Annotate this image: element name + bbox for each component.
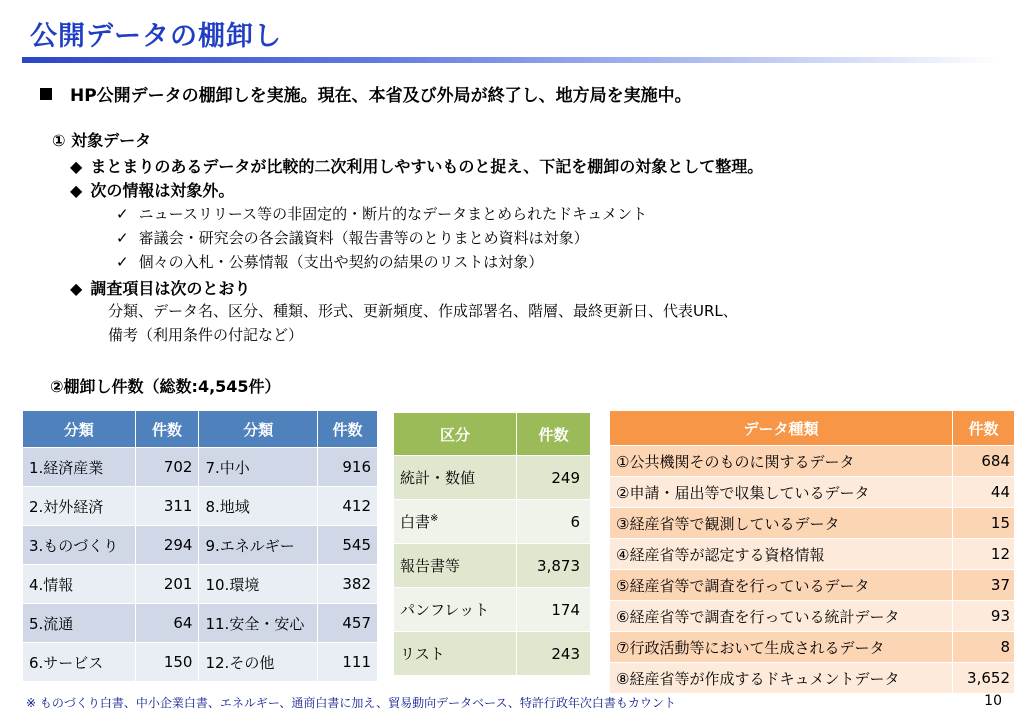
table-row (610, 570, 1015, 601)
count-cell: 457 (318, 604, 378, 643)
table-row (23, 565, 378, 604)
header-count: 件数 (135, 411, 199, 448)
count-cell: 916 (318, 448, 378, 487)
section1-heading: ① 対象データ (52, 131, 152, 150)
survey-items-line2: 備考（利用条件の付記など） (108, 326, 304, 344)
count-cell: 150 (135, 643, 199, 682)
count-cell: 111 (318, 643, 378, 682)
count-cell: 249 (517, 456, 591, 500)
header-count: 件数 (953, 411, 1015, 446)
category-count-table (22, 410, 378, 682)
table-row (23, 448, 378, 487)
count-cell: 15 (953, 508, 1015, 539)
division-cell: パンフレット (394, 588, 517, 632)
check-item-1 (116, 203, 647, 224)
table-row (23, 526, 378, 565)
category-cell: 10.環境 (199, 565, 318, 604)
table-row (610, 663, 1015, 694)
category-cell: 11.安全・安心 (199, 604, 318, 643)
count-cell: 12 (953, 539, 1015, 570)
count-cell: 311 (135, 487, 199, 526)
check-icon: ✓ (116, 253, 129, 271)
table-row (610, 539, 1015, 570)
data-type-cell: ②申請・届出等で収集しているデータ (610, 477, 953, 508)
table-row (610, 508, 1015, 539)
count-cell: 64 (135, 604, 199, 643)
category-cell: 4.情報 (23, 565, 136, 604)
category-cell: 9.エネルギー (199, 526, 318, 565)
bullet-scope-text: まとまりのあるデータが比較的二次利用しやすいものと捉え、下記を棚卸の対象として整理。 (90, 157, 764, 176)
count-cell: 174 (517, 588, 591, 632)
table-row (394, 544, 591, 588)
table-row (610, 446, 1015, 477)
data-type-cell: ④経産省等が認定する資格情報 (610, 539, 953, 570)
check-item-text: 個々の入札・公募情報（支出や契約の結果のリストは対象） (138, 253, 544, 271)
category-cell: 8.地域 (199, 487, 318, 526)
count-cell: 6 (517, 500, 591, 544)
survey-items-line1: 分類、データ名、区分、種類、形式、更新頻度、作成部署名、階層、最終更新日、代表URL、 (108, 302, 738, 320)
count-cell: 44 (953, 477, 1015, 508)
division-cell: リスト (394, 632, 517, 676)
bullet-excluded (70, 178, 234, 201)
check-item-text: ニュースリリース等の非固定的・断片的なデータまとめられたドキュメント (138, 205, 648, 223)
count-cell: 412 (318, 487, 378, 526)
section2-heading: ②棚卸し件数（総数:4,545件） (50, 377, 281, 396)
data-type-cell: ③経産省等で観測しているデータ (610, 508, 953, 539)
category-cell: 2.対外経済 (23, 487, 136, 526)
check-item-2 (116, 227, 589, 248)
category-cell: 6.サービス (23, 643, 136, 682)
title-underline (22, 57, 1002, 63)
headline-text: HP公開データの棚卸しを実施。現在、本省及び外局が終了し、地方局を実施中。 (70, 86, 692, 106)
table-row (394, 588, 591, 632)
count-cell: 545 (318, 526, 378, 565)
data-type-cell: ⑤経産省等で調査を行っているデータ (610, 570, 953, 601)
table-row (610, 601, 1015, 632)
header-data-type: データ種類 (610, 411, 953, 446)
header-division: 区分 (394, 413, 517, 456)
table-header-row (610, 411, 1015, 446)
count-cell: 37 (953, 570, 1015, 601)
category-cell: 7.中小 (199, 448, 318, 487)
diamond-bullet-icon: ◆ (70, 181, 83, 200)
table-header-row (394, 413, 591, 456)
count-cell: 684 (953, 446, 1015, 477)
category-cell: 3.ものづくり (23, 526, 136, 565)
count-cell: 702 (135, 448, 199, 487)
table-row (610, 477, 1015, 508)
table-row (23, 487, 378, 526)
division-cell: 報告書等 (394, 544, 517, 588)
header-count: 件数 (318, 411, 378, 448)
division-count-table (393, 412, 591, 676)
check-icon: ✓ (116, 205, 129, 223)
page-title: 公開データの棚卸し (30, 21, 282, 52)
table-row (394, 456, 591, 500)
table-row (610, 632, 1015, 663)
table-row (23, 643, 378, 682)
footnote: ※ ものづくり白書、中小企業白書、エネルギー、通商白書に加え、貿易動向データベース、特許行政年次白書もカウント (26, 696, 676, 710)
diamond-bullet-icon: ◆ (70, 279, 83, 298)
check-icon: ✓ (116, 229, 129, 247)
table-row (394, 500, 591, 544)
data-type-cell: ⑦行政活動等において生成されるデータ (610, 632, 953, 663)
category-cell: 5.流通 (23, 604, 136, 643)
data-type-cell: ⑧経産省等が作成するドキュメントデータ (610, 663, 953, 694)
division-cell: 統計・数値 (394, 456, 517, 500)
category-cell: 1.経済産業 (23, 448, 136, 487)
headline (40, 81, 692, 106)
table-row (23, 604, 378, 643)
count-cell: 93 (953, 601, 1015, 632)
count-cell: 201 (135, 565, 199, 604)
count-cell: 243 (517, 632, 591, 676)
square-bullet-icon (40, 88, 52, 100)
check-item-3 (116, 251, 543, 272)
check-item-text: 審議会・研究会の各会議資料（報告書等のとりまとめ資料は対象） (138, 229, 589, 247)
header-category: 分類 (23, 411, 136, 448)
division-cell (394, 500, 517, 544)
header-count: 件数 (517, 413, 591, 456)
data-type-count-table (609, 410, 1015, 694)
bullet-survey-items (70, 276, 250, 299)
division-label: 白書 (400, 513, 431, 531)
table-header-row (23, 411, 378, 448)
count-cell: 3,873 (517, 544, 591, 588)
footnote-marker: ※ (430, 513, 439, 524)
count-cell: 382 (318, 565, 378, 604)
bullet-survey-text: 調査項目は次のとおり (90, 279, 251, 298)
table-row (394, 632, 591, 676)
diamond-bullet-icon: ◆ (70, 157, 83, 176)
page-number: 10 (984, 693, 1002, 709)
count-cell: 3,652 (953, 663, 1015, 694)
count-cell: 294 (135, 526, 199, 565)
data-type-cell: ⑥経産省等で調査を行っている統計データ (610, 601, 953, 632)
bullet-scope (70, 154, 763, 177)
data-type-cell: ①公共機関そのものに関するデータ (610, 446, 953, 477)
count-cell: 8 (953, 632, 1015, 663)
bullet-excluded-text: 次の情報は対象外。 (90, 181, 235, 200)
header-category: 分類 (199, 411, 318, 448)
category-cell: 12.その他 (199, 643, 318, 682)
